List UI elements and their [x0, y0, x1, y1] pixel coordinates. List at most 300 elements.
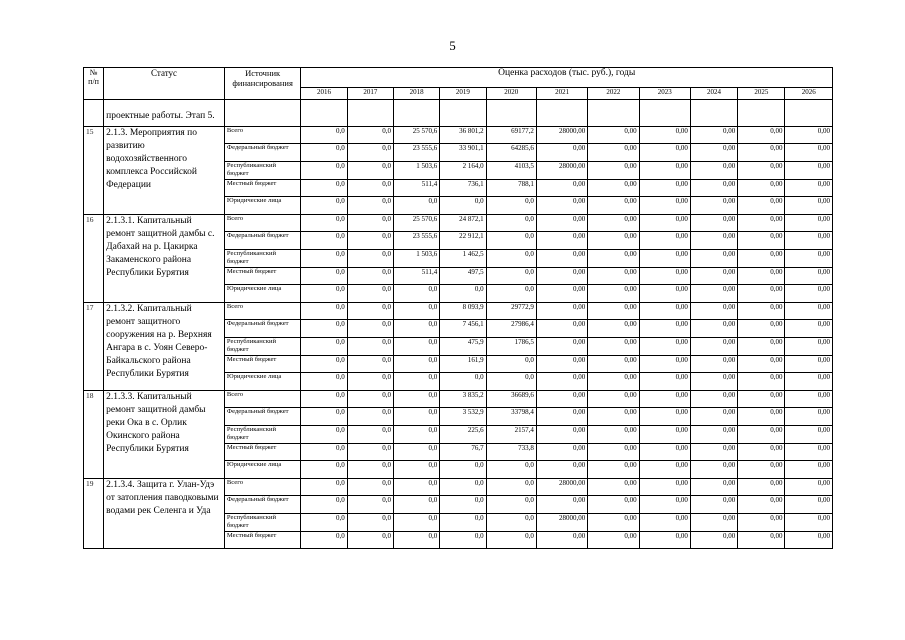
amount-cell: 33798,4	[486, 408, 536, 426]
amount-cell: 0,00	[690, 496, 737, 514]
header-year: 2023	[639, 88, 690, 100]
amount-cell: 0,00	[588, 250, 639, 268]
amount-cell: 0,00	[588, 461, 639, 479]
amount-cell: 0,00	[785, 250, 833, 268]
amount-cell: 0,00	[536, 391, 587, 408]
amount-cell: 0,00	[639, 373, 690, 391]
row-number: 15	[84, 127, 104, 215]
amount-cell: 0,00	[588, 268, 639, 285]
amount-cell: 497,5	[440, 268, 486, 285]
amount-cell: 0,00	[738, 232, 785, 250]
amount-cell: 23 555,6	[393, 232, 439, 250]
funding-source: Республиканский бюджет	[224, 514, 300, 532]
amount-cell: 0,00	[785, 532, 833, 549]
amount-cell: 0,0	[347, 232, 393, 250]
amount-cell: 0,00	[536, 356, 587, 373]
amount-cell: 0,00	[785, 461, 833, 479]
amount-cell: 0,00	[738, 479, 785, 496]
amount-cell: 24 872,1	[440, 215, 486, 232]
amount-cell: 0,00	[690, 180, 737, 197]
amount-cell: 0,00	[639, 320, 690, 338]
amount-cell: 0,00	[536, 532, 587, 549]
amount-cell: 0,00	[738, 268, 785, 285]
amount-cell: 0,00	[738, 461, 785, 479]
funding-source: Республиканский бюджет	[224, 250, 300, 268]
amount-cell: 0,00	[588, 215, 639, 232]
amount-cell: 0,0	[393, 285, 439, 303]
funding-source: Всего	[224, 479, 300, 496]
amount-cell: 0,00	[738, 127, 785, 144]
amount-cell: 0,0	[393, 391, 439, 408]
amount-cell: 0,0	[301, 250, 347, 268]
row-status: 2.1.3.3. Капитальный ремонт защитной дамбы реки Ока в с. Орлик Окинского района Республики Бурятия	[104, 391, 225, 479]
amount-cell: 25 570,6	[393, 215, 439, 232]
amount-cell: 511,4	[393, 268, 439, 285]
amount-cell: 0,00	[536, 320, 587, 338]
amount-cell: 0,00	[588, 408, 639, 426]
amount-cell: 0,00	[639, 303, 690, 320]
amount-cell: 0,00	[785, 426, 833, 444]
amount-cell: 0,00	[690, 232, 737, 250]
amount-cell: 0,00	[639, 496, 690, 514]
amount-cell: 0,0	[393, 496, 439, 514]
amount-cell: 0,00	[536, 444, 587, 461]
amount-cell: 0,00	[588, 532, 639, 549]
amount-cell: 0,0	[301, 426, 347, 444]
amount-cell: 0,0	[347, 285, 393, 303]
amount-cell: 0,0	[301, 144, 347, 162]
amount-cell: 0,0	[486, 479, 536, 496]
amount-cell: 0,00	[738, 320, 785, 338]
amount-cell: 0,0	[301, 356, 347, 373]
funding-source: Республиканский бюджет	[224, 162, 300, 180]
amount-cell: 0,00	[690, 127, 737, 144]
amount-cell: 27986,4	[486, 320, 536, 338]
amount-cell: 25 570,6	[393, 127, 439, 144]
amount-cell: 0,00	[785, 215, 833, 232]
amount-cell: 0,0	[440, 373, 486, 391]
amount-cell: 0,00	[690, 514, 737, 532]
amount-cell: 0,00	[639, 250, 690, 268]
funding-source: Федеральный бюджет	[224, 496, 300, 514]
amount-cell: 0,00	[588, 232, 639, 250]
amount-cell: 0,00	[639, 461, 690, 479]
amount-cell: 0,00	[536, 426, 587, 444]
amount-cell: 0,0	[486, 532, 536, 549]
amount-cell: 0,0	[347, 373, 393, 391]
amount-cell: 0,0	[440, 285, 486, 303]
amount-cell: 0,00	[785, 496, 833, 514]
amount-cell: 0,00	[785, 338, 833, 356]
funding-source: Всего	[224, 303, 300, 320]
amount-cell: 0,00	[536, 373, 587, 391]
row-number: 19	[84, 479, 104, 549]
amount-cell: 0,0	[301, 373, 347, 391]
amount-cell: 0,00	[536, 268, 587, 285]
amount-cell: 0,00	[639, 215, 690, 232]
amount-cell: 0,0	[393, 461, 439, 479]
amount-cell: 0,00	[639, 532, 690, 549]
amount-cell: 0,0	[347, 532, 393, 549]
amount-cell: 3 532,9	[440, 408, 486, 426]
amount-cell: 3 835,2	[440, 391, 486, 408]
amount-cell: 76,7	[440, 444, 486, 461]
funding-source: Юридические лица	[224, 373, 300, 391]
amount-cell: 0,00	[639, 444, 690, 461]
amount-cell: 0,0	[347, 215, 393, 232]
amount-cell: 0,0	[393, 479, 439, 496]
amount-cell: 0,00	[588, 391, 639, 408]
amount-cell: 0,0	[486, 496, 536, 514]
amount-cell: 0,0	[301, 479, 347, 496]
funding-source: Республиканский бюджет	[224, 426, 300, 444]
amount-cell: 0,00	[588, 303, 639, 320]
amount-cell: 0,00	[785, 444, 833, 461]
amount-cell: 0,00	[639, 144, 690, 162]
amount-cell: 0,00	[738, 408, 785, 426]
amount-cell: 0,0	[440, 532, 486, 549]
amount-cell: 0,0	[301, 127, 347, 144]
amount-cell: 0,0	[393, 532, 439, 549]
amount-cell: 0,00	[639, 268, 690, 285]
funding-source: Федеральный бюджет	[224, 232, 300, 250]
amount-cell: 0,00	[588, 356, 639, 373]
amount-cell: 0,00	[785, 373, 833, 391]
funding-source: Местный бюджет	[224, 180, 300, 197]
funding-source: Юридические лица	[224, 197, 300, 215]
amount-cell: 0,00	[588, 496, 639, 514]
amount-cell: 28000,00	[536, 162, 587, 180]
table-row	[84, 479, 833, 496]
amount-cell: 0,00	[588, 127, 639, 144]
header-year: 2025	[738, 88, 785, 100]
amount-cell: 2157,4	[486, 426, 536, 444]
header-year: 2026	[785, 88, 833, 100]
amount-cell: 0,0	[301, 391, 347, 408]
amount-cell: 0,0	[301, 285, 347, 303]
amount-cell: 0,0	[347, 162, 393, 180]
amount-cell: 0,00	[536, 496, 587, 514]
amount-cell: 0,00	[690, 320, 737, 338]
funding-source: Федеральный бюджет	[224, 144, 300, 162]
amount-cell: 0,00	[690, 356, 737, 373]
amount-cell: 0,00	[536, 338, 587, 356]
amount-cell: 0,0	[347, 461, 393, 479]
amount-cell: 36689,6	[486, 391, 536, 408]
funding-source: Федеральный бюджет	[224, 320, 300, 338]
amount-cell: 0,00	[690, 303, 737, 320]
amount-cell: 0,0	[347, 303, 393, 320]
amount-cell: 1 503,6	[393, 162, 439, 180]
amount-cell: 0,00	[588, 479, 639, 496]
budget-table	[83, 67, 833, 549]
amount-cell: 0,0	[393, 320, 439, 338]
amount-cell: 733,8	[486, 444, 536, 461]
table-row	[84, 391, 833, 408]
amount-cell: 0,00	[536, 144, 587, 162]
amount-cell: 28000,00	[536, 127, 587, 144]
row-status: 2.1.3.1. Капитальный ремонт защитной дамбы с. Дабахай на р. Цакирка Закаменского района Республики Бурятия	[104, 215, 225, 303]
amount-cell: 0,00	[738, 373, 785, 391]
funding-source: Местный бюджет	[224, 356, 300, 373]
amount-cell: 0,0	[393, 356, 439, 373]
amount-cell: 0,00	[785, 127, 833, 144]
amount-cell: 0,0	[486, 197, 536, 215]
amount-cell: 0,0	[486, 461, 536, 479]
amount-cell: 0,00	[785, 320, 833, 338]
amount-cell: 0,0	[347, 356, 393, 373]
amount-cell: 0,00	[690, 408, 737, 426]
table-row	[84, 303, 833, 320]
amount-cell: 225,6	[440, 426, 486, 444]
header-year: 2019	[440, 88, 486, 100]
amount-cell: 0,00	[690, 444, 737, 461]
amount-cell: 0,00	[738, 532, 785, 549]
amount-cell: 0,00	[785, 514, 833, 532]
amount-cell: 0,00	[639, 514, 690, 532]
amount-cell: 0,0	[393, 338, 439, 356]
amount-cell: 0,0	[347, 479, 393, 496]
header-year: 2020	[486, 88, 536, 100]
amount-cell: 0,0	[486, 268, 536, 285]
row-status: 2.1.3.2. Капитальный ремонт защитного сооружения на р. Верхняя Ангара в с. Уоян Северо-Байкальского района Республики Бурятия	[104, 303, 225, 391]
amount-cell: 7 456,1	[440, 320, 486, 338]
amount-cell: 0,00	[690, 250, 737, 268]
amount-cell: 0,00	[639, 127, 690, 144]
amount-cell: 0,00	[690, 215, 737, 232]
amount-cell: 0,00	[690, 285, 737, 303]
amount-cell: 0,0	[486, 250, 536, 268]
amount-cell: 0,00	[738, 356, 785, 373]
amount-cell: 788,1	[486, 180, 536, 197]
amount-cell: 0,00	[690, 268, 737, 285]
amount-cell: 0,00	[639, 232, 690, 250]
amount-cell: 0,0	[486, 232, 536, 250]
header-year: 2017	[347, 88, 393, 100]
amount-cell: 28000,00	[536, 479, 587, 496]
amount-cell: 0,00	[639, 391, 690, 408]
amount-cell: 0,00	[785, 180, 833, 197]
amount-cell: 0,00	[785, 391, 833, 408]
page-number: 5	[449, 38, 456, 53]
header-year: 2018	[393, 88, 439, 100]
amount-cell: 33 901,1	[440, 144, 486, 162]
funding-source: Местный бюджет	[224, 444, 300, 461]
amount-cell: 0,0	[393, 444, 439, 461]
amount-cell: 0,00	[639, 338, 690, 356]
amount-cell: 2 164,0	[440, 162, 486, 180]
amount-cell: 0,0	[393, 426, 439, 444]
amount-cell: 0,00	[690, 373, 737, 391]
amount-cell: 0,00	[690, 532, 737, 549]
amount-cell: 0,00	[785, 144, 833, 162]
funding-source: Республиканский бюджет	[224, 338, 300, 356]
header-status: Статус	[104, 68, 225, 100]
amount-cell: 0,00	[738, 444, 785, 461]
amount-cell: 0,00	[738, 338, 785, 356]
funding-source: Местный бюджет	[224, 268, 300, 285]
amount-cell: 0,00	[639, 180, 690, 197]
header-source: Источник финансирования	[224, 68, 300, 100]
funding-source: Юридические лица	[224, 461, 300, 479]
amount-cell: 0,00	[738, 215, 785, 232]
amount-cell: 0,00	[588, 197, 639, 215]
amount-cell: 475,9	[440, 338, 486, 356]
amount-cell: 0,00	[536, 408, 587, 426]
header-estimate: Оценка расходов (тыс. руб.), годы	[301, 68, 833, 88]
continuation-src-cell	[224, 100, 300, 127]
amount-cell: 0,00	[738, 250, 785, 268]
amount-cell: 0,00	[588, 285, 639, 303]
amount-cell: 0,00	[690, 391, 737, 408]
header-num: № п/п	[84, 68, 104, 100]
amount-cell: 0,00	[588, 338, 639, 356]
table-row	[84, 127, 833, 144]
amount-cell: 36 801,2	[440, 127, 486, 144]
amount-cell: 0,00	[785, 356, 833, 373]
amount-cell: 0,0	[347, 268, 393, 285]
row-number: 18	[84, 391, 104, 479]
amount-cell: 0,00	[785, 479, 833, 496]
amount-cell: 0,00	[690, 338, 737, 356]
amount-cell: 0,00	[536, 250, 587, 268]
amount-cell: 0,00	[690, 479, 737, 496]
amount-cell: 0,0	[301, 180, 347, 197]
amount-cell: 0,00	[738, 197, 785, 215]
amount-cell: 28000,00	[536, 514, 587, 532]
amount-cell: 0,0	[301, 496, 347, 514]
amount-cell: 0,00	[536, 197, 587, 215]
amount-cell: 64285,6	[486, 144, 536, 162]
amount-cell: 0,0	[301, 320, 347, 338]
amount-cell: 0,00	[536, 215, 587, 232]
amount-cell: 0,0	[347, 338, 393, 356]
header-year: 2022	[588, 88, 639, 100]
header-year: 2016	[301, 88, 347, 100]
amount-cell: 0,00	[639, 356, 690, 373]
amount-cell: 0,00	[536, 461, 587, 479]
amount-cell: 22 912,1	[440, 232, 486, 250]
amount-cell: 161,9	[440, 356, 486, 373]
continuation-status: проектные работы. Этап 5.	[104, 100, 225, 127]
amount-cell: 0,00	[639, 285, 690, 303]
funding-source: Всего	[224, 127, 300, 144]
amount-cell: 0,00	[536, 232, 587, 250]
amount-cell: 0,0	[301, 162, 347, 180]
funding-source: Федеральный бюджет	[224, 408, 300, 426]
amount-cell: 0,00	[690, 461, 737, 479]
amount-cell: 0,0	[440, 197, 486, 215]
amount-cell: 0,0	[301, 444, 347, 461]
amount-cell: 0,0	[486, 514, 536, 532]
amount-cell: 1 462,5	[440, 250, 486, 268]
amount-cell: 0,00	[639, 479, 690, 496]
amount-cell: 0,0	[301, 514, 347, 532]
header-year: 2024	[690, 88, 737, 100]
continuation-num-cell	[84, 100, 104, 127]
header-year: 2021	[536, 88, 587, 100]
amount-cell: 0,0	[301, 408, 347, 426]
funding-source: Юридические лица	[224, 285, 300, 303]
amount-cell: 0,00	[738, 514, 785, 532]
amount-cell: 0,0	[347, 391, 393, 408]
amount-cell: 0,00	[588, 162, 639, 180]
amount-cell: 0,00	[785, 232, 833, 250]
amount-cell: 0,0	[347, 444, 393, 461]
amount-cell: 0,00	[738, 303, 785, 320]
amount-cell: 0,00	[738, 285, 785, 303]
amount-cell: 8 093,9	[440, 303, 486, 320]
amount-cell: 0,00	[738, 426, 785, 444]
funding-source: Местный бюджет	[224, 532, 300, 549]
amount-cell: 0,0	[347, 127, 393, 144]
amount-cell: 0,0	[301, 268, 347, 285]
amount-cell: 0,0	[301, 303, 347, 320]
amount-cell: 1786,5	[486, 338, 536, 356]
table-header	[84, 68, 833, 100]
amount-cell: 0,00	[639, 408, 690, 426]
amount-cell: 0,00	[738, 162, 785, 180]
amount-cell: 0,0	[486, 285, 536, 303]
amount-cell: 0,00	[536, 180, 587, 197]
amount-cell: 0,00	[639, 197, 690, 215]
amount-cell: 0,0	[440, 461, 486, 479]
amount-cell: 0,00	[690, 426, 737, 444]
amount-cell: 511,4	[393, 180, 439, 197]
amount-cell: 0,0	[486, 356, 536, 373]
amount-cell: 0,00	[738, 144, 785, 162]
amount-cell: 0,0	[440, 479, 486, 496]
amount-cell: 0,00	[738, 391, 785, 408]
table-body	[84, 100, 833, 549]
amount-cell: 0,0	[347, 180, 393, 197]
funding-source: Всего	[224, 215, 300, 232]
amount-cell: 0,0	[347, 426, 393, 444]
amount-cell: 0,0	[440, 514, 486, 532]
amount-cell: 0,00	[588, 373, 639, 391]
amount-cell: 0,0	[347, 197, 393, 215]
amount-cell: 0,00	[588, 320, 639, 338]
amount-cell: 0,00	[588, 426, 639, 444]
amount-cell: 0,0	[347, 514, 393, 532]
funding-source: Всего	[224, 391, 300, 408]
amount-cell: 0,0	[393, 303, 439, 320]
amount-cell: 0,0	[301, 461, 347, 479]
amount-cell: 0,0	[440, 496, 486, 514]
amount-cell: 0,0	[301, 215, 347, 232]
amount-cell: 29772,9	[486, 303, 536, 320]
amount-cell: 0,00	[639, 426, 690, 444]
amount-cell: 0,0	[301, 338, 347, 356]
amount-cell: 0,0	[347, 496, 393, 514]
amount-cell: 0,0	[347, 250, 393, 268]
amount-cell: 736,1	[440, 180, 486, 197]
amount-cell: 0,0	[393, 514, 439, 532]
amount-cell: 0,0	[301, 532, 347, 549]
amount-cell: 69177,2	[486, 127, 536, 144]
amount-cell: 0,00	[536, 303, 587, 320]
amount-cell: 0,00	[690, 162, 737, 180]
amount-cell: 0,00	[690, 144, 737, 162]
amount-cell: 0,0	[393, 373, 439, 391]
amount-cell: 4103,5	[486, 162, 536, 180]
amount-cell: 0,00	[785, 285, 833, 303]
amount-cell: 0,00	[639, 162, 690, 180]
amount-cell: 0,00	[785, 303, 833, 320]
row-number: 16	[84, 215, 104, 303]
amount-cell: 0,0	[393, 408, 439, 426]
amount-cell: 0,0	[301, 232, 347, 250]
